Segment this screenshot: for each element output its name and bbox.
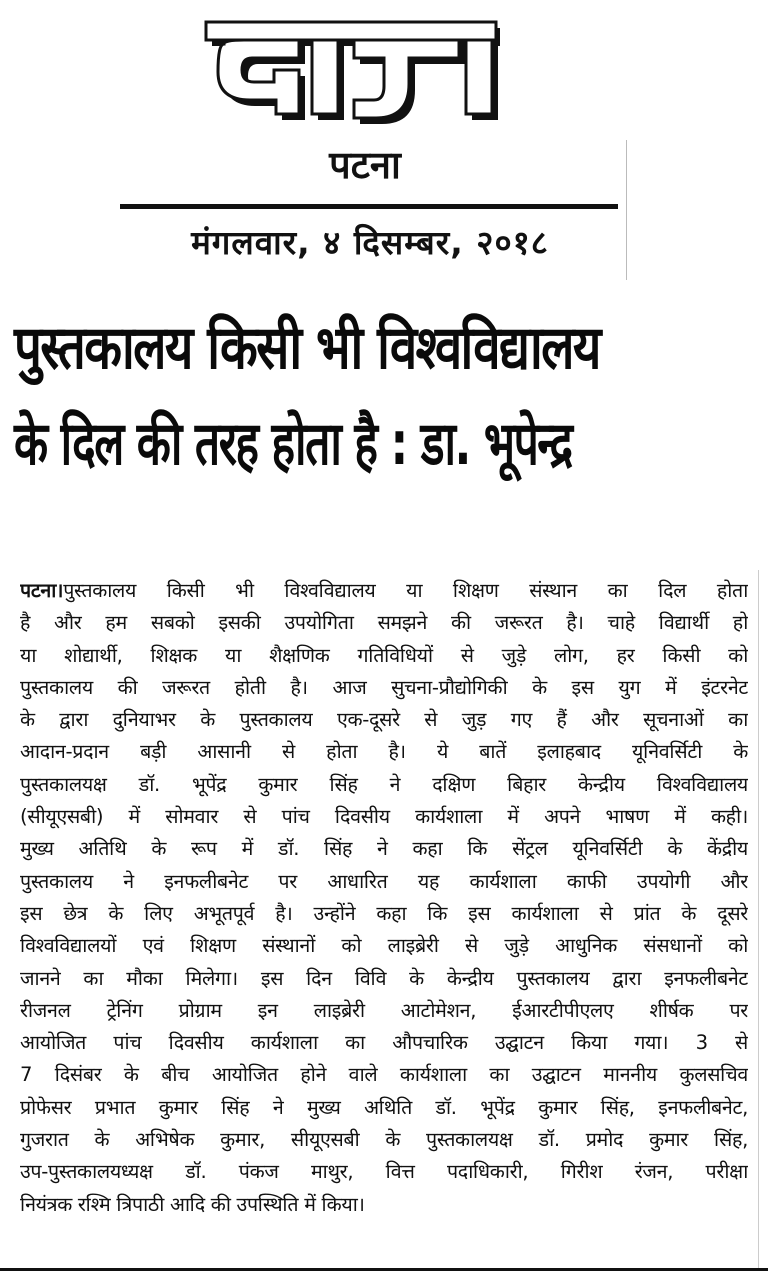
right-column-rule: [758, 570, 759, 1268]
headline-line-2: के दिल की तरह होता है : डा. भूपेन्द्र: [14, 409, 572, 479]
article-dateline: पटना।: [20, 579, 64, 602]
article-line: इस छेत्र के लिए अभूतपूर्व है। उन्होंने कहा कि इस कार्यशाला से प्रांत के दूसरे: [20, 901, 748, 925]
column-divider: [626, 140, 627, 280]
article-line: पुस्तकालय ने इनफलीबनेट पर आधारित यह कार्यशाला काफी उपयोगी और: [20, 869, 748, 893]
article-line: [20, 575, 748, 607]
newspaper-logo: [200, 8, 500, 128]
aaj-logo-graphic: [200, 8, 500, 128]
article-line: आदान-प्रदान बड़ी आसानी से होता है। ये बातें इलाहबाद यूनिवर्सिटी के: [20, 740, 748, 764]
article-line: के द्वारा दुनियाभर के पुस्तकालय एक-दूसरे से जुड़ गए हैं और सूचनाओं का: [20, 708, 748, 732]
article-line: रीजनल ट्रेनिंग प्रोग्राम इन लाइब्रेरी आटोमेशन, ईआरटीपीएलए शीर्षक पर: [20, 998, 748, 1022]
headline: [14, 300, 754, 492]
publication-date: मंगलवार, ४ दिसम्बर, २०१८: [191, 223, 549, 262]
article-line-text: पुस्तकालय किसी भी विश्वविद्यालय या शिक्षण संस्थान का दिल होता: [63, 579, 748, 602]
article-line: पुस्तकालय की जरूरत होती है। आज सुचना-प्रौद्योगिकी के इस युग में इंटरनेट: [20, 675, 748, 699]
article-line: पुस्तकालयक्ष डॉ. भूपेंद्र कुमार सिंह ने दक्षिण बिहार केन्द्रीय विश्वविद्यालय: [20, 772, 748, 796]
article-line: मुख्य अतिथि के रूप में डॉ. सिंह ने कहा कि सेंट्रल यूनिवर्सिटी के केंद्रीय: [20, 837, 748, 861]
article-body: [20, 575, 748, 1221]
headline-line-1: पुस्तकालय किसी भी विश्वविद्यालय: [14, 313, 600, 383]
article-line: जानने का मौका मिलेगा। इस दिन विवि के केन्द्रीय पुस्तकालय द्वारा इनफलीबनेट: [20, 966, 748, 990]
article-line: आयोजित पांच दिवसीय कार्यशाला का औपचारिक उद्घाटन किया गया। 3 से: [20, 1031, 748, 1055]
article-line: विश्वविद्यालयों एवं शिक्षण संस्थानों को लाइब्रेरी से जुड़े आधुनिक संसधानों को: [20, 934, 748, 958]
bottom-rule: [0, 1268, 768, 1271]
article-line: गुजरात के अभिषेक कुमार, सीयूएसबी के पुस्तकालयक्ष डॉ. प्रमोद कुमार सिंह,: [20, 1128, 748, 1152]
masthead: [0, 0, 768, 285]
article-line: (सीयूएसबी) में सोमवार से पांच दिवसीय कार्यशाला में अपने भाषण में कही।: [20, 805, 748, 829]
article-line: या शोद्यार्थी, शिक्षक या शैक्षणिक गतिविधियों से जुड़े लोग, हर किसी को: [20, 643, 748, 667]
masthead-rule: [120, 204, 618, 209]
article-line: है और हम सबको इसकी उपयोगिता समझने की जरूरत है। चाहे विद्यार्थी हो: [20, 611, 748, 635]
article-line: प्रोफेसर प्रभात कुमार सिंह ने मुख्य अथिति डॉ. भूपेंद्र कुमार सिंह, इनफलीबनेट,: [20, 1095, 748, 1119]
article-line: 7 दिसंबर के बीच आयोजित होने वाले कार्यशाला का उद्घाटन माननीय कुलसचिव: [20, 1063, 748, 1087]
article-line: उप-पुस्तकालयध्यक्ष डॉ. पंकज माथुर, वित्त पदाधिकारी, गिरीश रंजन, परीक्षा: [20, 1160, 748, 1184]
article-line: नियंत्रक रश्मि त्रिपाठी आदि की उपस्थिति में किया।: [20, 1192, 365, 1216]
edition-city: पटना: [329, 143, 401, 187]
